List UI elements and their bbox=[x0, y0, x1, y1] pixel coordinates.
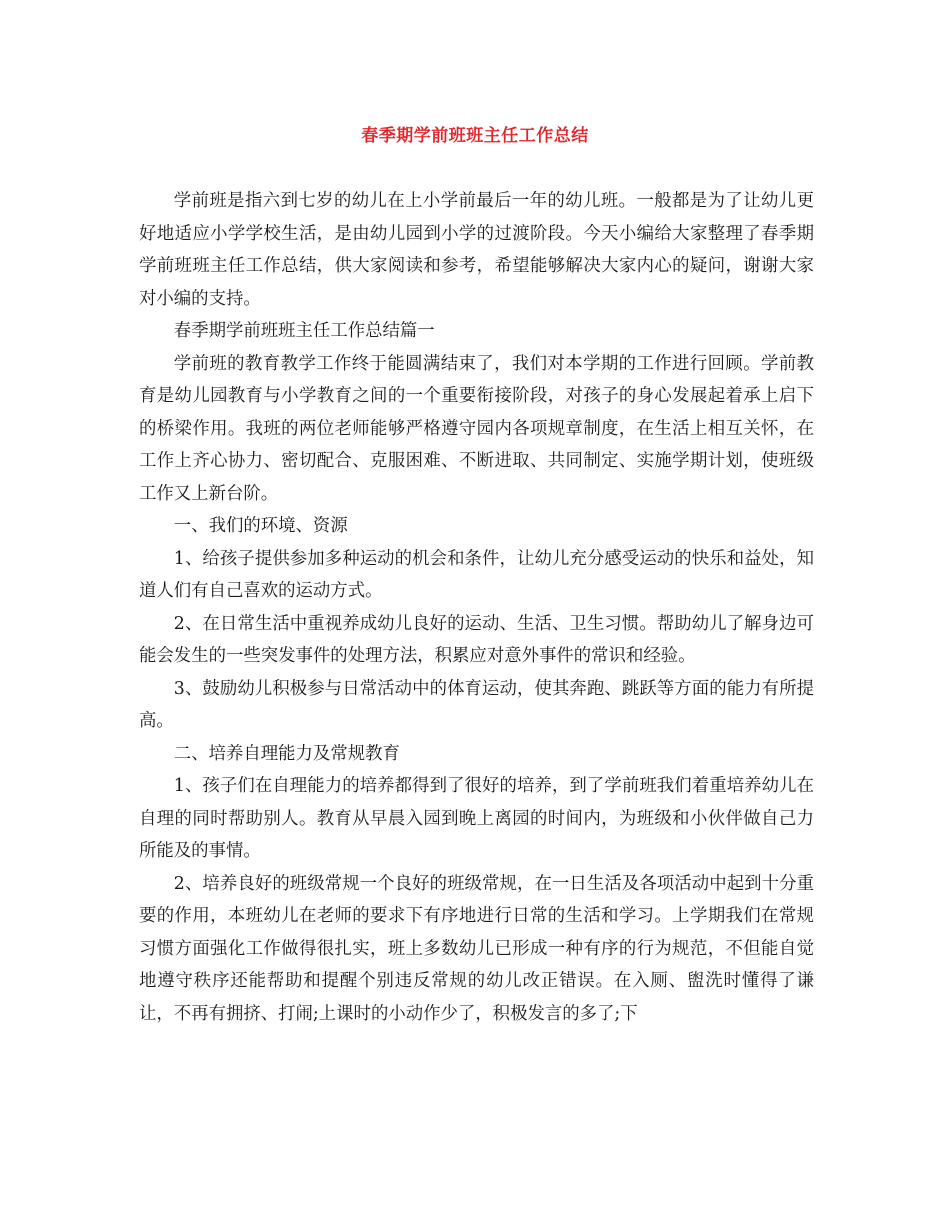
document-body bbox=[139, 185, 814, 1030]
document-title: 春季期学前班班主任工作总结 bbox=[361, 126, 589, 146]
list-item-environment-1: 1、给孩子提供参加多种运动的机会和条件，让幼儿充分感受运动的快乐和益处，知道人们有自己喜欢的运动方式。 bbox=[139, 548, 814, 601]
section-heading-environment: 一、我们的环境、资源 bbox=[173, 516, 348, 536]
list-item-self-care-2: 2、培养良好的班级常规一个良好的班级常规，在一日生活及各项活动中起到十分重要的作用，本班幼儿在老师的要求下有序地进行日常的生活和学习。上学期我们在常规习惯方面强化工作做得很扎实，班上多数幼儿已形成一种有序的行为规范，不但能自觉地遵守秩序还能帮助和提醒个别违反常规的幼儿改正错误。在入厕、盥洗时懂得了谦让，不再有拥挤、打闹;上课时的小动作少了，积极发言的多了;下 bbox=[139, 873, 814, 1024]
list-item-self-care-1: 1、孩子们在自理能力的培养都得到了很好的培养，到了学前班我们着重培养幼儿在自理的同时帮助别人。教育从早晨入园到晚上离园的时间内，为班级和小伙伴做自己力所能及的事情。 bbox=[139, 776, 814, 861]
list-item-environment-2: 2、在日常生活中重视养成幼儿良好的运动、生活、卫生习惯。帮助幼儿了解身边可能会发生的一些突发事件的处理方法，积累应对意外事件的常识和经验。 bbox=[139, 613, 814, 666]
section-heading-self-care: 二、培养自理能力及常规教育 bbox=[173, 743, 400, 764]
paragraph-intro: 学前班是指六到七岁的幼儿在上小学前最后一年的幼儿班。一般都是为了让幼儿更好地适应小学学校生活，是由幼儿园到小学的过渡阶段。今天小编给大家整理了春季期学前班班主任工作总结，供大家阅读和参考，希望能够解决大家内心的疑问，谢谢大家对小编的支持。 bbox=[139, 191, 814, 309]
section-heading-part-one: 春季期学前班班主任工作总结篇一 bbox=[173, 321, 435, 341]
list-item-environment-3: 3、鼓励幼儿积极参与日常活动中的体育运动，使其奔跑、跳跃等方面的能力有所提高。 bbox=[139, 678, 814, 731]
paragraph-overview: 学前班的教育教学工作终于能圆满结束了，我们对本学期的工作进行回顾。学前教育是幼儿园教育与小学教育之间的一个重要衔接阶段，对孩子的身心发展起着承上启下的桥梁作用。我班的两位老师能够严格遵守园内各项规章制度，在生活上相互关怀，在工作上齐心协力、密切配合、克服困难、不断进取、共同制定、实施学期计划，使班级工作又上新台阶。 bbox=[139, 353, 814, 504]
